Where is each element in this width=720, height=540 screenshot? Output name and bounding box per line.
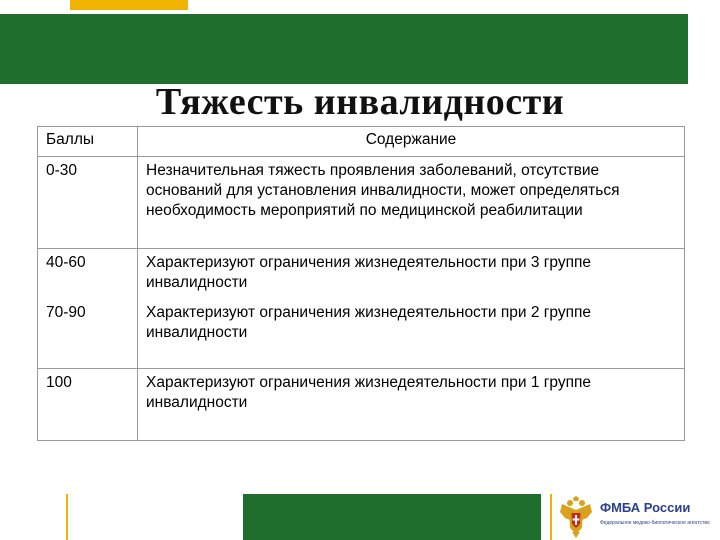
score-cell: 0-30 — [38, 157, 138, 249]
bottom-right-accent-line — [550, 494, 552, 540]
score-cell: 40-60 — [38, 249, 138, 299]
table-row — [38, 369, 685, 441]
disability-severity-table — [37, 126, 685, 441]
table-header-row — [38, 127, 685, 157]
slide-title: Тяжесть инвалидности — [155, 81, 565, 123]
table-row — [38, 299, 685, 369]
table-row — [38, 249, 685, 299]
top-green-band — [0, 14, 688, 84]
content-cell: Характеризуют ограничения жизнедеятельности при 2 группе инвалидности — [138, 299, 685, 369]
logo-name: ФМБА России — [600, 500, 691, 515]
double-headed-eagle-emblem-icon — [556, 496, 596, 538]
content-cell: Характеризуют ограничения жизнедеятельности при 3 группе инвалидности — [138, 249, 685, 299]
top-accent-bar — [70, 0, 188, 10]
fmba-logo — [556, 496, 716, 538]
table-row — [38, 157, 685, 249]
header-score: Баллы — [38, 127, 138, 157]
score-cell: 70-90 — [38, 299, 138, 369]
logo-subtitle: Федеральное медико-биологическое агентство — [600, 520, 710, 526]
bottom-left-accent-line — [66, 494, 68, 540]
header-content: Содержание — [138, 127, 685, 157]
bottom-green-band — [243, 494, 541, 540]
content-cell: Характеризуют ограничения жизнедеятельности при 1 группе инвалидности — [138, 369, 685, 441]
score-cell: 100 — [38, 369, 138, 441]
content-cell: Незначительная тяжесть проявления заболеваний, отсутствие оснований для установления инвалидности, может определяться необходимость мероприятий по медицинской реабилитации — [138, 157, 685, 249]
